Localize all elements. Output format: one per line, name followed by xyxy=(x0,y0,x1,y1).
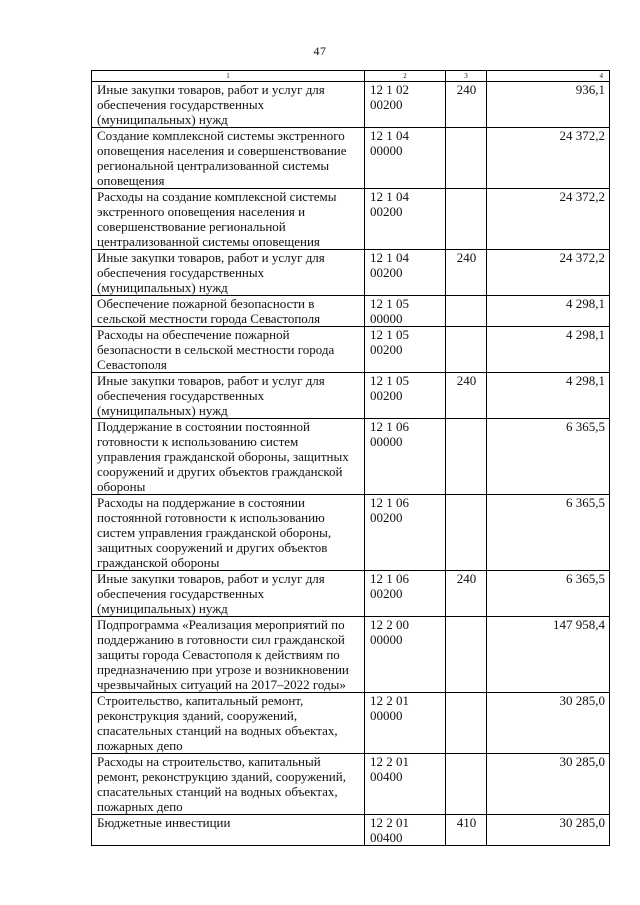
row-amount-cell: 6 365,5 xyxy=(487,495,610,571)
row-code-cell: 12 1 06 00200 xyxy=(365,495,446,571)
row-type-cell: 240 xyxy=(446,250,487,296)
row-amount-cell: 936,1 xyxy=(487,82,610,128)
row-name-cell: Иные закупки товаров, работ и услуг для обеспечения государственных (муниципальных) нужд xyxy=(92,373,365,419)
table-row xyxy=(92,327,610,373)
row-code-cell: 12 2 01 00400 xyxy=(365,754,446,815)
table-row xyxy=(92,693,610,754)
row-type-cell xyxy=(446,693,487,754)
row-code-cell: 12 1 04 00200 xyxy=(365,250,446,296)
table-row xyxy=(92,617,610,693)
row-amount-cell: 24 372,2 xyxy=(487,250,610,296)
row-amount-cell: 30 285,0 xyxy=(487,815,610,846)
row-name-cell: Расходы на строительство, капитальный ремонт, реконструкцию зданий, сооружений, спасательных станций на водных объектах, пожарных депо xyxy=(92,754,365,815)
row-name-cell: Создание комплексной системы экстренного оповещения населения и совершенствование региональной централизованной системы оповещения xyxy=(92,128,365,189)
row-name-cell: Поддержание в состоянии постоянной готовности к использованию систем управления гражданской обороны, защитных сооружений и других объектов гражданской обороны xyxy=(92,419,365,495)
row-type-cell: 240 xyxy=(446,373,487,419)
table-row xyxy=(92,815,610,846)
table-row xyxy=(92,82,610,128)
row-amount-cell: 30 285,0 xyxy=(487,754,610,815)
row-name-cell: Обеспечение пожарной безопасности в сельской местности города Севастополя xyxy=(92,296,365,327)
row-code-cell: 12 2 01 00000 xyxy=(365,693,446,754)
row-amount-cell: 24 372,2 xyxy=(487,128,610,189)
table-row xyxy=(92,128,610,189)
row-name-cell: Иные закупки товаров, работ и услуг для обеспечения государственных (муниципальных) нужд xyxy=(92,571,365,617)
row-code-cell: 12 2 00 00000 xyxy=(365,617,446,693)
budget-table xyxy=(91,70,610,846)
row-type-cell xyxy=(446,419,487,495)
row-type-cell xyxy=(446,754,487,815)
row-name-cell: Иные закупки товаров, работ и услуг для обеспечения государственных (муниципальных) нужд xyxy=(92,250,365,296)
row-type-cell: 240 xyxy=(446,82,487,128)
header-col-4: 4 xyxy=(487,71,610,82)
row-type-cell xyxy=(446,128,487,189)
row-code-cell: 12 1 04 00000 xyxy=(365,128,446,189)
table-header-row xyxy=(92,71,610,82)
row-type-cell xyxy=(446,495,487,571)
table-row xyxy=(92,296,610,327)
row-code-cell: 12 1 05 00200 xyxy=(365,373,446,419)
row-type-cell: 240 xyxy=(446,571,487,617)
table-row xyxy=(92,373,610,419)
row-code-cell: 12 1 05 00200 xyxy=(365,327,446,373)
table-row xyxy=(92,495,610,571)
header-col-2: 2 xyxy=(365,71,446,82)
table-row xyxy=(92,189,610,250)
budget-table-body xyxy=(92,71,610,846)
row-amount-cell: 6 365,5 xyxy=(487,571,610,617)
row-amount-cell: 147 958,4 xyxy=(487,617,610,693)
table-row xyxy=(92,419,610,495)
row-code-cell: 12 1 02 00200 xyxy=(365,82,446,128)
page-number: 47 xyxy=(313,44,327,58)
table-row xyxy=(92,250,610,296)
row-code-cell: 12 1 06 00000 xyxy=(365,419,446,495)
row-name-cell: Бюджетные инвестиции xyxy=(92,815,365,846)
row-name-cell: Иные закупки товаров, работ и услуг для обеспечения государственных (муниципальных) нужд xyxy=(92,82,365,128)
row-code-cell: 12 1 06 00200 xyxy=(365,571,446,617)
row-name-cell: Подпрограмма «Реализация мероприятий по поддержанию в готовности сил гражданской защиты города Севастополя к действиям по предназначению при угрозе и возникновении чрезвычайных ситуаций на 2017–2022 годы» xyxy=(92,617,365,693)
row-name-cell: Строительство, капитальный ремонт, реконструкция зданий, сооружений, спасательных станций на водных объектах, пожарных депо xyxy=(92,693,365,754)
row-name-cell: Расходы на обеспечение пожарной безопасности в сельской местности города Севастополя xyxy=(92,327,365,373)
row-name-cell: Расходы на поддержание в состоянии постоянной готовности к использованию систем управления гражданской обороны, защитных сооружений и других объектов гражданской обороны xyxy=(92,495,365,571)
row-code-cell: 12 1 05 00000 xyxy=(365,296,446,327)
row-code-cell: 12 1 04 00200 xyxy=(365,189,446,250)
row-amount-cell: 6 365,5 xyxy=(487,419,610,495)
row-type-cell xyxy=(446,327,487,373)
table-row xyxy=(92,571,610,617)
row-amount-cell: 4 298,1 xyxy=(487,296,610,327)
table-row xyxy=(92,754,610,815)
row-name-cell: Расходы на создание комплексной системы экстренного оповещения населения и совершенствование региональной централизованной системы оповещения xyxy=(92,189,365,250)
row-amount-cell: 30 285,0 xyxy=(487,693,610,754)
row-type-cell xyxy=(446,296,487,327)
row-amount-cell: 24 372,2 xyxy=(487,189,610,250)
header-col-3: 3 xyxy=(446,71,487,82)
row-type-cell: 410 xyxy=(446,815,487,846)
header-col-1: 1 xyxy=(92,71,365,82)
row-type-cell xyxy=(446,189,487,250)
row-type-cell xyxy=(446,617,487,693)
row-amount-cell: 4 298,1 xyxy=(487,373,610,419)
row-code-cell: 12 2 01 00400 xyxy=(365,815,446,846)
row-amount-cell: 4 298,1 xyxy=(487,327,610,373)
